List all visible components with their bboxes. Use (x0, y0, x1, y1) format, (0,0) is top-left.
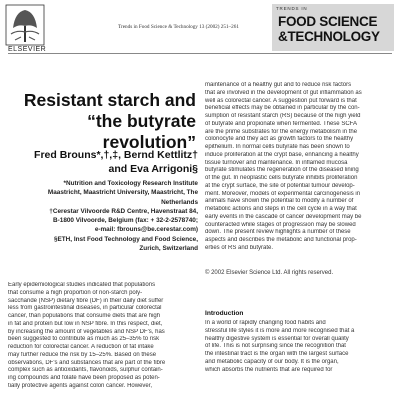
abstract-line: tially protective agents against colon cancer. However, (8, 382, 153, 389)
abstract-line: early events in the cascade of cancer development may be (205, 213, 362, 220)
journal-title-line1: FOOD SCIENCE (278, 14, 378, 29)
abstract-line: cancer, than populations that consume diets that are high (8, 313, 161, 319)
abstract-line: maintenance of a healthy gut and to reduce risk factors (205, 82, 352, 88)
journal-kicker: TRENDS IN (276, 6, 308, 11)
title-line: Resistant starch and (23, 90, 196, 110)
body-line: In a world of rapidly changing food habits and (205, 320, 326, 326)
title-line: revolution” (102, 132, 196, 152)
affiliation-line: †Cerestar Vilvoorde R&D Centre, Havenstraat 84, (49, 207, 198, 215)
affiliation-line: Zurich, Switzerland (139, 245, 198, 253)
abstract-line: may further reduce the risk by 15–25%. Based on these (8, 351, 157, 358)
author-list (8, 148, 198, 176)
abstract-line: saccharide (NSP) dietary fibre (DF) in their daily diet suffer (8, 297, 164, 304)
author-line: Fred Brouns*,†,‡, Bernd Kettlitz† (34, 149, 198, 161)
affiliation-line: Netherlands (161, 198, 198, 206)
body-line: stressful life styles it is more and more recognised that a (205, 327, 355, 334)
abstract-line: less from gastrointestinal diseases, in particular colorectal (8, 305, 162, 312)
abstract-line: of butyrate and propionate when fermented. These SCFA (205, 120, 357, 127)
affiliation-line: B-1800 Vilvoorde, Belgium (fax: + 32-2-2578740; (53, 217, 198, 225)
abstract-line: reduction for colorectal cancer. A reduction of fat intake (8, 344, 154, 350)
abstract-line: well as colorectal cancer. A suggestion put forward is that (205, 97, 357, 104)
affiliation-line: *Nutrition and Toxicology Research Institute (63, 180, 198, 187)
introduction-body (205, 320, 393, 374)
abstract-line: by increasing the amount of vegetables and NSP DF's, has (8, 328, 165, 335)
abstract-line: induce proliferation at the crypt base, enhancing a healthy (205, 151, 359, 158)
abstract-line: Early epidemiological studies indicated that populations (8, 282, 156, 288)
abstract-line: are the prime substrates for the energy metabolism in the (205, 128, 358, 135)
abstract-line: ing compounds and folate have been proposed as poten- (8, 375, 160, 381)
journal-citation: Trends in Food Science & Technology 13 (2002) 251–261 (118, 24, 239, 30)
elsevier-logo (5, 4, 45, 54)
affiliation-line: §ETH, Inst Food Technology and Food Science, (53, 235, 198, 243)
abstract-line: butyrate stimulates the regeneration of the diseased lining (205, 167, 359, 174)
title-line: “the butyrate (87, 111, 196, 131)
abstract-line: epithelium. In normal cells butyrate has been shown to (205, 144, 350, 150)
abstract-line: colonocyte and they act as growth factors to the healthy (205, 136, 354, 143)
abstract-line: ment. Moreover, models of experimental carcinogenesis in (205, 190, 361, 197)
article-title (8, 90, 196, 153)
tree-emblem-icon (5, 4, 45, 46)
body-line: the intestinal tract is the organ with the largest surface (205, 351, 349, 357)
abstract-line: at the crypt surface, the site of potential tumour develop- (205, 182, 355, 189)
author-line: and Eva Arrigoni§ (108, 163, 198, 175)
abstract-line: complex such as antioxidants, flavonoids, sulphur contain- (8, 367, 163, 374)
header-divider (8, 53, 392, 54)
body-line: healthy digestive system is essential for overall quality (205, 335, 349, 342)
journal-title-line2: &TECHNOLOGY (278, 29, 380, 44)
affiliation-line: Maastricht, Maastricht University, Maastricht, The (47, 189, 198, 197)
abstract-line: beneficial effects may be obtained in particular by the con- (205, 105, 360, 112)
abstract-line: observations, DF's and substances that are part of the fibre (8, 359, 166, 366)
abstract-line: been suggested to contribute as much as 25–35% to risk (8, 336, 160, 343)
abstract-line: tissue turnover and maintenance. In inflamed mucosa (205, 159, 348, 166)
journal-masthead (272, 4, 394, 51)
affiliation-email: e-mail: fbrouns@be.cerestar.com) (94, 226, 198, 234)
abstract-line: erties of RS and butyrate. (205, 244, 274, 251)
abstract-line: down. The present review highlights a number of these (205, 229, 351, 236)
abstract-line: that are involved in the development of gut inflammation as (205, 89, 362, 96)
publisher-name: ELSEVIER (8, 46, 47, 53)
body-line: and metabolic capacity of our body. It is the organ, (205, 358, 339, 365)
abstract-left-column (8, 282, 197, 391)
abstract-line: of the gut. In neoplastic cells butyrate inhibits proliferation (205, 175, 358, 181)
body-line: of life. This is not surprising since the recognition that (205, 343, 346, 350)
abstract-right-column (205, 82, 393, 253)
abstract-line: in fat and protein but low in NSP fibre. In this respect, diet, (8, 320, 163, 327)
abstract-line: metabolic actions and steps in the cell cycle in a way that (205, 206, 357, 212)
section-heading-introduction: Introduction (205, 310, 244, 317)
abstract-line: that consume a high proportion of non-starch poly- (8, 289, 143, 296)
body-line: which absorbs the nutrients that are required for (205, 366, 333, 373)
abstract-line: sumption of resistant starch (RS) because of the high yield (205, 113, 361, 119)
affiliations (8, 180, 198, 254)
abstract-line: animals have shown the potential to modify a number of (205, 198, 354, 205)
copyright-notice: © 2002 Elsevier Science Ltd. All rights reserved. (205, 270, 334, 276)
abstract-line: aspects and describes the metabolic and functional prop- (205, 237, 357, 243)
abstract-line: counteracted while stages of progression may be slowed (205, 221, 356, 228)
